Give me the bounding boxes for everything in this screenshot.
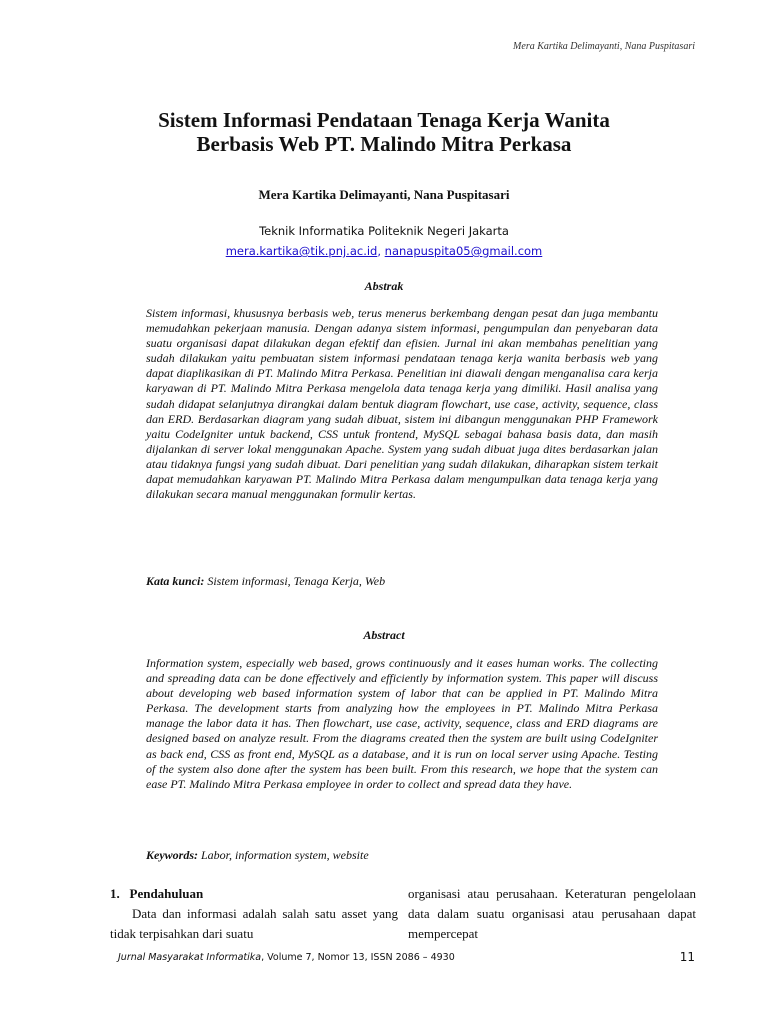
email-link-1[interactable]: mera.kartika@tik.pnj.ac.id xyxy=(225,244,378,258)
keywords-values: Labor, information system, website xyxy=(201,848,369,862)
email-separator: , xyxy=(377,244,385,258)
kata-kunci-values: Sistem informasi, Tenaga Kerja, Web xyxy=(207,574,386,588)
journal-details: , Volume 7, Nomor 13, ISSN 2086 – 4930 xyxy=(261,952,455,963)
kata-kunci-label: Kata kunci: xyxy=(146,574,205,588)
footer-journal xyxy=(118,952,455,963)
left-column xyxy=(110,884,398,944)
abstrak-body: Sistem informasi, khususnya berbasis web, terus menerus berkembang dengan pesat dan juga membantu memudahkan pekerjaan manusia. Dengan adanya sistem informasi, pengumpulan dan penyebaran data suatu organisasi dapat dilakukan degan efektif dan efisien. Jurnal ini akan membahas penelitian yang sudah dilakukan yaitu pembuatan sistem informasi pendataan tenaga kerja wanita berbasis web yang dapat diaplikasikan di PT. Malindo Mitra Perkasa. Penelitian ini diawali dengan menganalisa cara kerja karyawan di PT. Malindo Mitra Perkasa mengelola data tenaga kerja yang dimiliki. Hasil analisa yang sudah didapat selanjutnya dirangkai dalam bentuk diagram flowchart, use case, activity, sequence, class dan ERD. Berdasarkan diagram yang sudah dibuat, sistem ini dibangun menggunakan PHP Framework yaitu CodeIgniter untuk backend, CSS untuk frontend, MySQL sebagai bahasa basis data, dan masih dijalankan di server lokal menggunakan Apache. System yang sudah dibuat juga dites berdasarkan jalan atau tidaknya fungsi yang sudah dibuat. Dari penelitian yang sudah dilakukan, diharapkan sistem terkait dapat memudahkan karyawan PT. Malindo Mitra Perkasa dalam mengumpulkan data tenaga kerja yang dilakukan secara manual menggunakan formulir kertas. xyxy=(146,306,658,502)
abstract-heading: Abstract xyxy=(363,628,405,642)
running-header-authors: Mera Kartika Delimayanti, Nana Puspitasari xyxy=(513,41,695,52)
keywords-label: Keywords: xyxy=(146,848,198,862)
affiliation: Teknik Informatika Politeknik Negeri Jakarta xyxy=(259,224,509,238)
page-number: 11 xyxy=(679,950,695,964)
author-emails xyxy=(60,244,708,258)
abstrak-heading: Abstrak xyxy=(364,279,404,293)
title-line-2: Berbasis Web PT. Malindo Mitra Perkasa xyxy=(196,132,572,156)
title-line-1: Sistem Informasi Pendataan Tenaga Kerja Wanita xyxy=(158,108,610,132)
section-title-pendahuluan: 1. Pendahuluan xyxy=(110,886,204,901)
abstract-body: Information system, especially web based, grows continuously and it eases human works. The collecting and spreading data can be done effectively and efficiently by information system. This paper will discuss about developing web based information system of labor that can be applied in PT. Malindo Mitra Perkasa. The development starts from analyzing how the employees in PT. Malindo Mitra Perkasa manage the labor data it has. Then flowchart, use case, activity, sequence, class and ERD diagrams are designed based on analyze result. From the diagrams created then the system are built using CodeIgniter as back end, CSS as front end, MySQL as a database, and it is run on local server using Apache. Testing of the system also done after the system has been built. From this research, we hope that the system can ease PT. Malindo Mitra Perkasa employee in order to collect and spread data they have. xyxy=(146,656,658,791)
author-list: Mera Kartika Delimayanti, Nana Puspitasari xyxy=(258,187,510,202)
journal-name: Jurnal Masyarakat Informatika xyxy=(118,952,262,963)
keywords xyxy=(146,848,666,863)
email-link-2[interactable]: nanapuspita05@gmail.com xyxy=(384,244,543,258)
paper-title xyxy=(60,108,708,156)
left-column-text: Data dan informasi adalah salah satu asset yang tidak terpisahkan dari suatu xyxy=(110,906,398,941)
kata-kunci xyxy=(146,574,666,589)
right-column-text: organisasi atau perusahaan. Keteraturan pengelolaan data dalam suatu organisasi atau perusahaan dapat mempercepat xyxy=(408,886,696,941)
right-column xyxy=(408,884,696,944)
